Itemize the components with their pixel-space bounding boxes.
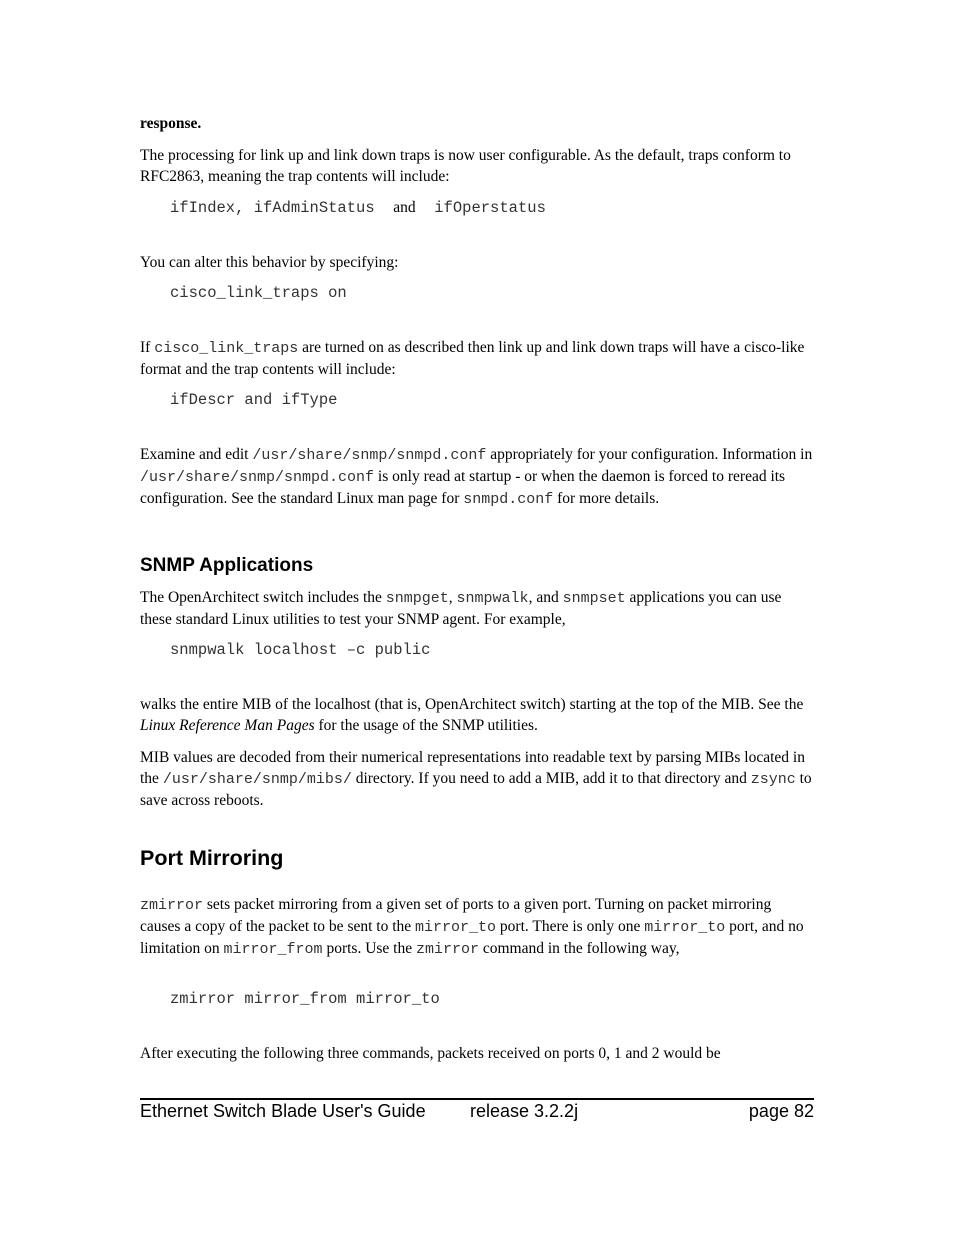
section-continuation-heading: response. bbox=[140, 115, 202, 132]
footer-title: Ethernet Switch Blade User's Guide bbox=[140, 1101, 426, 1121]
heading-port-mirroring: Port Mirroring bbox=[140, 846, 284, 870]
code-snmpwalk-example: snmpwalk localhost –c public bbox=[170, 641, 431, 659]
paragraph-mib-values: MIB values are decoded from their numerical representations into readable text by parsing MIBs located in the /usr/share/snmp/mibs/ directory. If you need to add a MIB, add it to that directory and zsync to save across reboots. bbox=[140, 749, 812, 809]
paragraph-zmirror: zmirror sets packet mirroring from a given set of ports to a given port. Turning on packet mirroring causes a copy of the packet to be sent to the mirror_to port. There is only one mirror_to port, and no limitation on mirror_from ports. Use the zmirror command in the following way, bbox=[140, 896, 804, 958]
heading-snmp-applications: SNMP Applications bbox=[140, 555, 314, 576]
footer-page-number: page 82 bbox=[748, 1101, 814, 1121]
paragraph-snmpwalk-explanation: walks the entire MIB of the localhost (that is, OpenArchitect switch) starting at the top of the MIB. See the Linux Reference Man Pages for the usage of the SNMP utilities. bbox=[140, 696, 804, 734]
footer-rule bbox=[140, 1098, 814, 1100]
paragraph-link-traps-default: The processing for link up and link down traps is now user configurable. As the default, traps conform to RFC2863, meaning the trap contents will include: bbox=[140, 147, 791, 185]
code-cisco-link-traps: cisco_link_traps on bbox=[170, 284, 347, 302]
paragraph-snmp-utilities: The OpenArchitect switch includes the snmpget, snmpwalk, and snmpset applications you can use these standard Linux utilities to test your SNMP agent. For example, bbox=[140, 589, 782, 628]
code-cisco-trap-contents: ifDescr and ifType bbox=[170, 391, 338, 409]
paragraph-after-commands: After executing the following three commands, packets received on ports 0, 1 and 2 would be bbox=[140, 1045, 721, 1062]
paragraph-cisco-format: If cisco_link_traps are turned on as described then link up and link down traps will have a cisco-like format and the trap contents will include: bbox=[140, 339, 805, 378]
code-zmirror-usage: zmirror mirror_from mirror_to bbox=[170, 990, 440, 1008]
code-default-trap-contents: ifIndex, ifAdminStatus and ifOperstatus bbox=[170, 199, 546, 217]
paragraph-alter-behavior: You can alter this behavior by specifying: bbox=[140, 254, 399, 271]
paragraph-snmpd-conf: Examine and edit /usr/share/snmp/snmpd.conf appropriately for your configuration. Information in /usr/share/snmp/snmpd.conf is only read at startup - or when the daemon is forced to reread its configuration. See the standard Linux man page for snmpd.conf for more details. bbox=[140, 446, 813, 508]
footer-release: release 3.2.2j bbox=[470, 1101, 579, 1121]
